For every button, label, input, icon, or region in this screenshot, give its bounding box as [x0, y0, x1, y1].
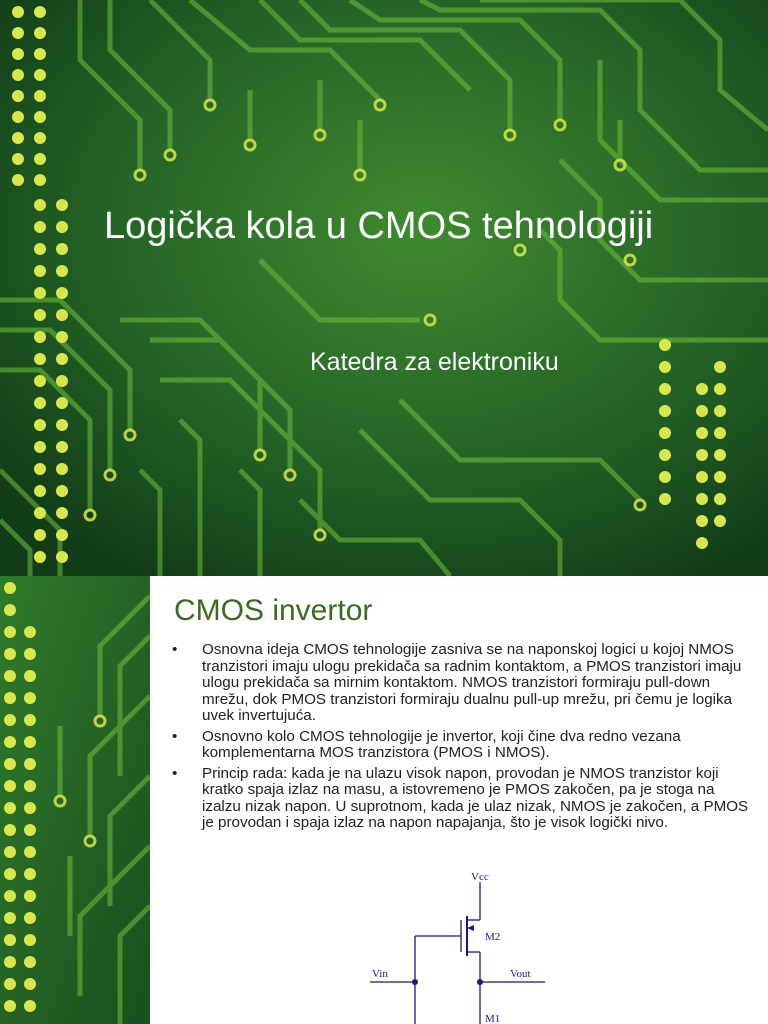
bullet-text: Osnovna ideja CMOS tehnologije zasniva se na naponskoj logici u kojoj NMOS tranzistori imaju ulogu prekidača sa radnim kontaktom, a PMOS tranzistori imaju ulogu prekidača sa mirnim kontaktom. NMOS tranzistori formiraju pull-down mrežu, dok PMOS tranzistori formiraju dualnu pull-up mrežu, pri čemu je logika uvek invertujuća.: [202, 641, 742, 724]
content-slide: [0, 576, 768, 1024]
bullet-list: [172, 642, 752, 836]
vout-label: Vout: [510, 968, 531, 980]
bullet-symbol: •: [172, 641, 178, 658]
slide-title: Logička kola u CMOS tehnologiji: [104, 205, 654, 247]
cmos-inverter-schematic: [360, 866, 560, 1024]
bullet-item: [172, 766, 752, 832]
slide-title: CMOS invertor: [174, 594, 373, 627]
bullet-symbol: •: [172, 764, 178, 782]
output-node: [477, 979, 483, 985]
vin-label: Vin: [372, 968, 388, 980]
input-node: [412, 979, 418, 985]
circuit-board-strip: [0, 576, 150, 1024]
bullet-symbol: •: [172, 727, 178, 745]
bullet-text: Princip rada: kada je na ulazu visok napon, provodan je NMOS tranzistor koji kratko spaja izlaz na masu, a istovremeno je PMOS zakočen, pa je stoga na izalzu nizak napon. U suprotnom, kada je ulaz nizak, NMOS je zakočen, a PMOS je provodan i spaja izlaz na napon napajanja, što je visok logički nivo.: [202, 764, 749, 831]
vcc-label: Vcc: [471, 871, 489, 883]
bullet-text: Osnovno kolo CMOS tehnologije je invertor, koji čine dva redno vezana komplementarna MOS tranzistora (PMOS i NMOS).: [202, 727, 681, 761]
pmos-arrow: [467, 925, 474, 931]
slide-subtitle: Katedra za elektroniku: [310, 348, 559, 376]
nmos-label: M1: [485, 1013, 501, 1024]
bullet-item: [172, 642, 752, 725]
pmos-label: M2: [485, 931, 501, 943]
bullet-item: [172, 729, 752, 762]
